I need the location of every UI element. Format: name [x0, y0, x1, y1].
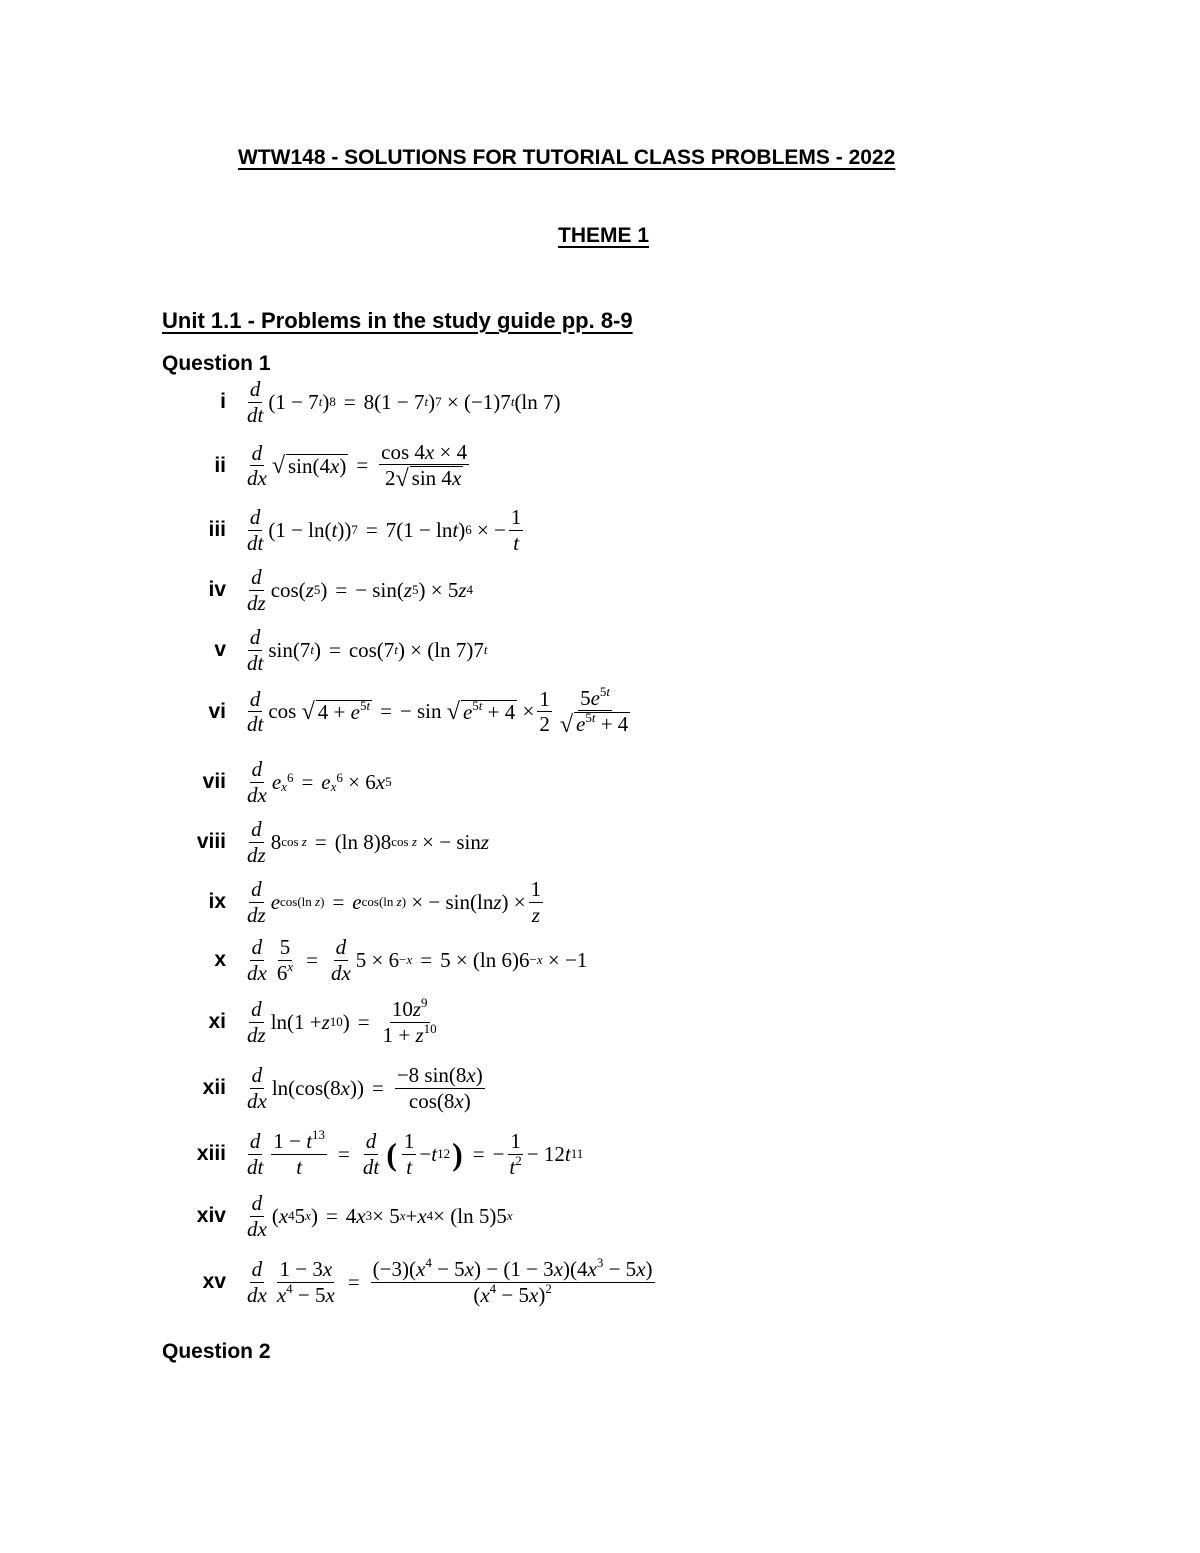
theme-heading: THEME 1	[558, 224, 650, 247]
formula: $\frac{d}{dt}$ $\frac{1 - t^{13}}{t}$ = $\frac{d}{dt}$ ( $\frac{1}{t}$ − t 12 ) = − $\frac{1}{t^2}$ − 12 t 11	[247, 1127, 584, 1179]
solution-row-x	[160, 930, 1140, 990]
item-label: iv	[208, 578, 226, 601]
solution-row-vi	[160, 682, 1140, 742]
solution-row-v	[160, 620, 1140, 680]
formula: $\frac{d}{dx}$ ln(cos(8 x )) = $\frac{-8 \sin(8x)}{\cos(8x)}$	[247, 1063, 483, 1113]
solution-row-xiv	[160, 1186, 1140, 1246]
item-label: xv	[202, 1270, 226, 1293]
solution-row-viii	[160, 812, 1140, 872]
formula: $\frac{d}{dt}$ (1 − ln( t )) 7 = 7(1 − ln t ) 6 × − $\frac{1}{t}$	[247, 505, 522, 555]
item-label: ii	[214, 454, 226, 477]
formula: $\frac{d}{dx}$ $\frac{1 - 3x}{x^4 - 5x}$ = $\frac{(-3)(x^4 - 5x) - (1 - 3x)(4x^3 - 5x)}{(x^4 - 5x)^2}$	[247, 1255, 653, 1307]
item-label: x	[214, 948, 226, 971]
item-label: vi	[208, 700, 226, 723]
item-label: vii	[202, 770, 226, 793]
solution-row-xii	[160, 1058, 1140, 1118]
formula: $\frac{d}{dt}$ sin(7 t ) = cos(7 t ) × (ln 7)7 t	[247, 625, 488, 675]
item-label: v	[214, 638, 226, 661]
formula: $\frac{d}{dx}$ $\frac{5}{6^x}$ = $\frac{d}{dx}$ 5 × 6 −x = 5 × (ln 6)6 −x × −1	[247, 935, 588, 985]
item-label: xii	[202, 1076, 226, 1099]
solution-row-vii	[160, 752, 1140, 812]
item-label: iii	[208, 518, 226, 541]
item-label: i	[220, 390, 226, 413]
formula: $\frac{d}{dt}$ cos √ $4 + e^{5t}$ = − sin √ $e^{5t} + 4$ × $\frac{1}{2}$ $5e^{5t}$ √ $e^{5t} + 4$	[247, 684, 629, 738]
formula: $\frac{d}{dt}$ (1 − 7 t ) 8 = 8(1 − 7 t ) 7 × (−1)7 t (ln 7)	[247, 377, 561, 427]
formula: $\frac{d}{dx}$ ( x 4 5 x ) = 4 x 3 × 5 x + x 4 × (ln 5)5 x	[247, 1191, 513, 1241]
solution-row-ix	[160, 872, 1140, 932]
item-label: ix	[208, 890, 226, 913]
question-2-heading: Question 2	[162, 1340, 271, 1363]
formula: $\frac{d}{dz}$ 8 cos z = (ln 8)8 cos z × − sin z	[247, 817, 490, 867]
formula: $\frac{d}{dx}$ √ sin(4x) = cos 4x × 4 2 √ sin 4x	[247, 440, 468, 492]
formula: $\frac{d}{dx}$ e $x^6$ = e $x^6$ × 6 x 5	[247, 757, 392, 807]
question-1-heading: Question 1	[162, 352, 271, 375]
solution-row-ii	[160, 436, 1140, 496]
formula: $\frac{d}{dz}$ cos( z 5 ) = − sin( z 5 ) × 5 z 4	[247, 565, 474, 615]
solution-row-xi	[160, 992, 1140, 1052]
item-label: viii	[196, 830, 226, 853]
item-label: xiii	[196, 1142, 226, 1165]
item-label: xiv	[196, 1204, 226, 1227]
item-label: xi	[208, 1010, 226, 1033]
formula: $\frac{d}{dz}$ e cos(ln z) = e cos(ln z) × − sin(ln z ) × $\frac{1}{z}$	[247, 877, 542, 927]
solution-row-iv	[160, 560, 1140, 620]
document-title: WTW148 - SOLUTIONS FOR TUTORIAL CLASS PROBLEMS - 2022	[238, 146, 896, 169]
solution-row-i	[160, 372, 1140, 432]
formula: $\frac{d}{dz}$ ln(1 + z 10 ) = $\frac{10z^9}{1 + z^{10}}$	[247, 995, 437, 1047]
unit-heading: Unit 1.1 - Problems in the study guide pp. 8-9	[162, 308, 633, 333]
solution-row-xiii	[160, 1124, 1140, 1184]
solution-row-xv	[160, 1252, 1140, 1312]
solution-row-iii	[160, 500, 1140, 560]
